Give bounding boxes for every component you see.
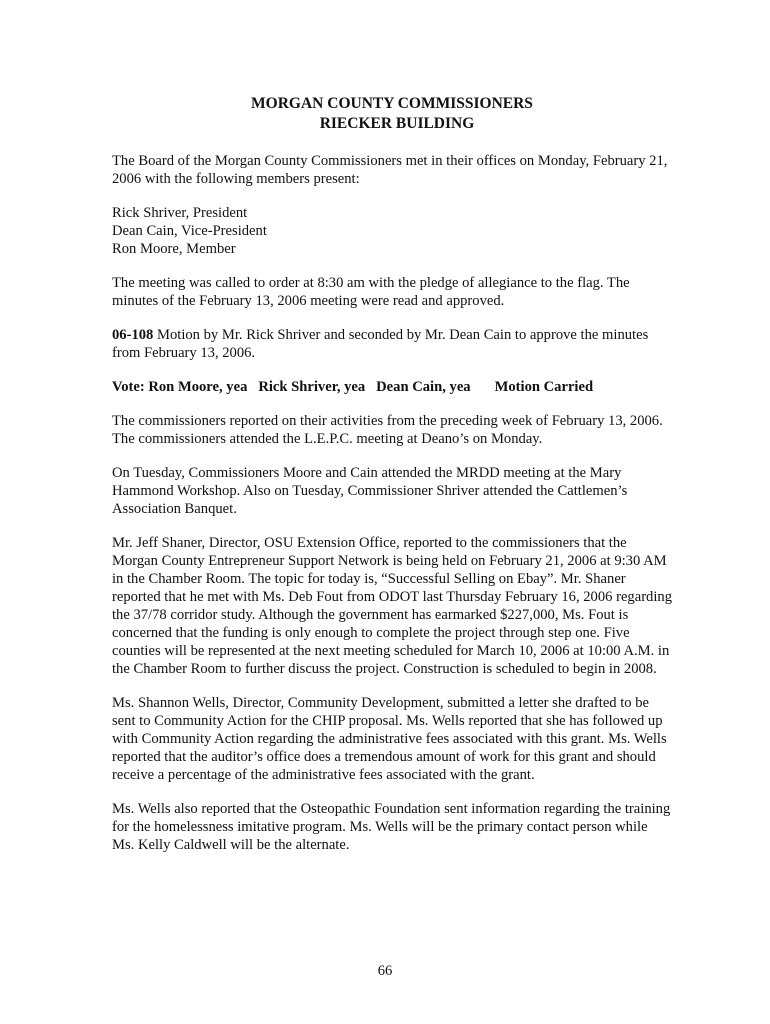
motion-paragraph: [112, 326, 672, 362]
member-member: Ron Moore, Member: [112, 241, 236, 257]
call-to-order-paragraph: The meeting was called to order at 8:30 am with the pledge of allegiance to the flag. The minutes of the February 13, 2006 meeting were read and approved.: [112, 275, 630, 309]
vote-line: [112, 378, 672, 396]
page-number: 66: [377, 963, 393, 979]
title-line-2: RIECKER BUILDING: [319, 115, 475, 132]
title-line-1: MORGAN COUNTY COMMISSIONERS: [251, 95, 533, 112]
members-list: [112, 204, 672, 258]
document-body: [112, 94, 672, 870]
wells-paragraph-2: Ms. Wells also reported that the Osteopathic Foundation sent information regarding the training for the homelessness imitative program. Ms. Wells will be the primary contact person while Ms. Kelly Caldwell will be the alternate.: [112, 801, 671, 853]
tuesday-paragraph: On Tuesday, Commissioners Moore and Cain attended the MRDD meeting at the Mary Hammond Workshop. Also on Tuesday, Commissioner Shriver attended the Cattlemen’s Association Banquet.: [112, 465, 628, 517]
intro-paragraph: The Board of the Morgan County Commissioners met in their offices on Monday, February 21, 2006 with the following members present:: [112, 153, 668, 187]
document-title: [112, 94, 672, 134]
motion-number: 06-108: [112, 327, 154, 343]
motion-text: Motion by Mr. Rick Shriver and seconded by Mr. Dean Cain to approve the minutes from February 13, 2006.: [112, 327, 649, 361]
member-president: Rick Shriver, President: [112, 205, 248, 221]
vote-result: Motion Carried: [494, 379, 594, 395]
lepc-paragraph: The commissioners attended the L.E.P.C. meeting at Deano’s on Monday.: [112, 431, 543, 447]
activities-paragraph: The commissioners reported on their activities from the preceding week of February 13, 2006.: [112, 413, 663, 429]
member-vice-president: Dean Cain, Vice-President: [112, 223, 267, 239]
shaner-paragraph: Mr. Jeff Shaner, Director, OSU Extension Office, reported to the commissioners that the Morgan County Entrepreneur Support Network is being held on February 21, 2006 at 9:30 AM in the Chamber Room. The topic for today is, “Successful Selling on Ebay”. Mr. Shaner reported that he met with Ms. Deb Fout from ODOT last Thursday February 16, 2006 regarding the 37/78 corridor study. Although the government has earmarked $227,000, Ms. Fout is concerned that the funding is only enough to complete the project through step one. Five counties will be represented at the next meeting scheduled for March 10, 2006 at 10:00 A.M. in the Chamber Room to further discuss the project. Construction is scheduled to begin in 2008.: [112, 535, 672, 677]
wells-paragraph-1: Ms. Shannon Wells, Director, Community Development, submitted a letter she drafted to be sent to Community Action for the CHIP proposal. Ms. Wells reported that she has followed up with Community Action regarding the administrative fees associated with this grant. Ms. Wells reported that the auditor’s office does a tremendous amount of work for this grant and should receive a percentage of the administrative fees associated with the grant.: [112, 695, 667, 783]
vote-text: Vote: Ron Moore, yea Rick Shriver, yea Dean Cain, yea: [112, 379, 471, 395]
